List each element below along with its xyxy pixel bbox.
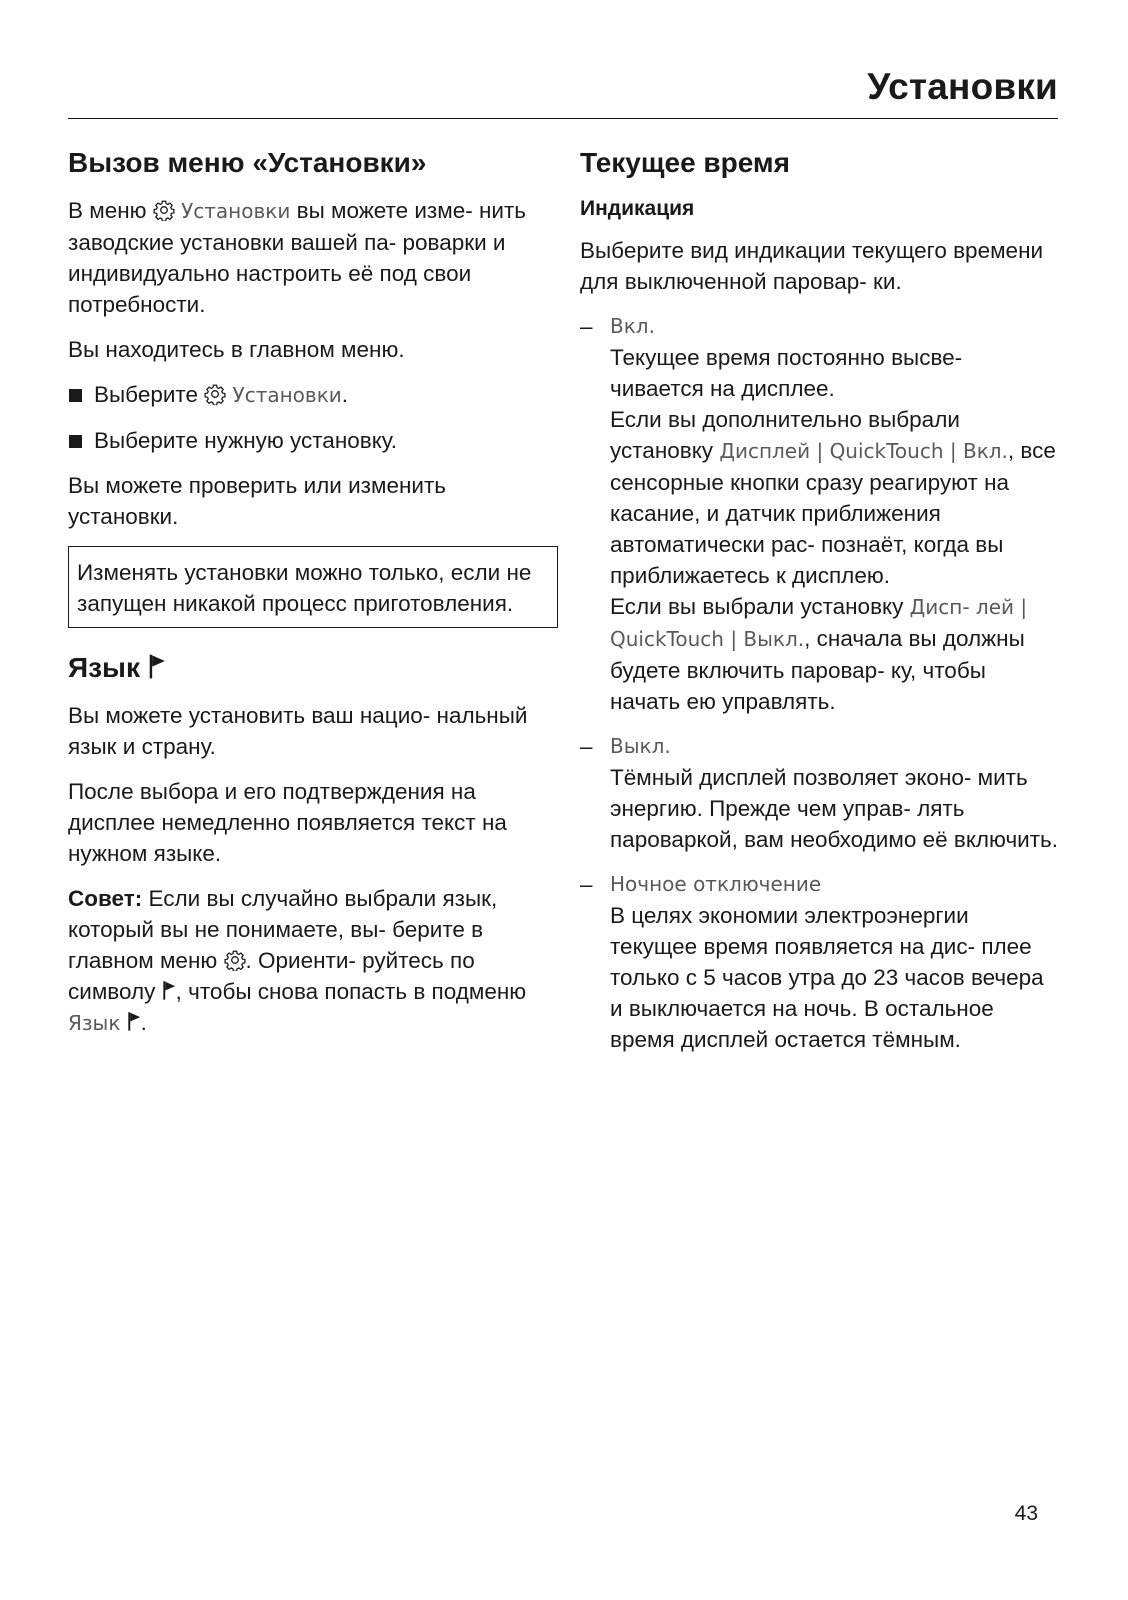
step-select-settings	[68, 379, 558, 411]
step1-period: .	[341, 382, 349, 407]
option-on-text-2-pre: Если вы дополнительно выбрали установку	[610, 407, 960, 463]
option-on-text-1: Текущее время постоянно высве- чивается на дисплее.	[610, 345, 963, 401]
language-paragraph-1: Вы можете установить ваш нацио- нальный язык и страну.	[68, 703, 528, 759]
main-menu-paragraph: Вы находитесь в главном меню.	[68, 337, 405, 362]
section-title-language	[68, 650, 558, 686]
bullet-square-icon	[69, 435, 82, 448]
dash-marker: –	[580, 734, 593, 759]
right-column	[580, 145, 1060, 1069]
dash-marker: –	[580, 314, 593, 339]
tip-label: Совет:	[68, 886, 143, 911]
step1-text: Выберите	[94, 382, 198, 407]
settings-menu-label: Установки	[181, 199, 291, 223]
note-box: Изменять установки можно только, если не запущен никакой процесс приготовления.	[68, 546, 558, 628]
option-night	[580, 869, 1060, 1055]
section-title-settings-menu: Вызов меню «Установки»	[68, 147, 427, 178]
option-on-text-3-pre: Если вы выбрали установку	[610, 594, 904, 619]
display-intro-paragraph: Выберите вид индикации текущего времени для выключенной паровар- ки.	[580, 238, 1044, 294]
check-paragraph: Вы можете проверить или изменить установки.	[68, 473, 446, 529]
step2-text: Выберите нужную установку.	[94, 428, 398, 453]
menu-path-quicktouch-off: Дисп- лей | QuickTouch | Выкл.	[610, 595, 1028, 651]
tip-text-1: Если вы случайно выбрали язык, который вы не понимаете, вы- берите в главном меню	[68, 886, 498, 973]
page-header	[68, 62, 1058, 119]
subsection-title-display: Индикация	[580, 197, 695, 220]
language-paragraph-2: После выбора и его подтверждения на дисплее немедленно появляется текст на нужном языке.	[68, 779, 507, 866]
option-on	[580, 311, 1060, 717]
option-off-label: Выкл.	[610, 734, 671, 758]
page-title: Установки	[867, 66, 1058, 107]
intro-text-pre: В меню	[68, 198, 147, 223]
tip-period: .	[140, 1010, 147, 1035]
option-night-label: Ночное отключение	[610, 872, 822, 896]
flag-icon	[162, 978, 176, 1002]
flag-icon	[148, 652, 166, 680]
settings-menu-label: Установки	[232, 383, 342, 407]
dash-marker: –	[580, 872, 593, 897]
option-off-text: Тёмный дисплей позволяет эконо- мить энергию. Прежде чем управ- лять пароваркой, вам необходимо её включить.	[610, 765, 1059, 852]
gear-icon	[153, 199, 175, 221]
option-on-text-3	[610, 591, 1060, 717]
language-title-text: Язык	[68, 652, 140, 683]
step-select-setting	[68, 425, 558, 456]
option-on-text-3-post: , сначала вы должны будете включить паровар- ку, чтобы начать ею управлять.	[610, 626, 1025, 714]
language-menu-label: Язык	[68, 1011, 121, 1035]
option-off	[580, 731, 1060, 855]
tip-text-3: , чтобы снова попасть в подменю	[175, 979, 527, 1004]
intro-text-post: вы можете изме- нить заводские установки вашей па- роварки и индивидуально настроить её под свои потребности.	[68, 198, 526, 317]
intro-paragraph	[68, 195, 558, 320]
option-on-text-2	[610, 404, 1060, 591]
tip-text-2: . Ориенти- руйтесь по символу	[68, 948, 475, 1004]
bullet-square-icon	[69, 389, 82, 402]
option-on-label: Вкл.	[610, 314, 655, 338]
gear-icon	[224, 949, 246, 971]
flag-icon	[127, 1009, 141, 1033]
page-number: 43	[1014, 1502, 1038, 1525]
menu-path-quicktouch-on: Дисплей | QuickTouch | Вкл.	[719, 439, 1008, 463]
left-column	[68, 145, 558, 1053]
gear-icon	[204, 383, 226, 405]
tip-paragraph	[68, 883, 558, 1039]
option-night-text: В целях экономии электроэнергии текущее время появляется на дис- плее только с 5 часов утра до 23 часов вечера и выключается на ночь. В остальное время дисплей остается тёмным.	[610, 903, 1044, 1052]
option-on-text-2-post: , все сенсорные кнопки сразу реагируют на касание, и датчик приближения автоматически рас- познаёт, когда вы приближаетесь к дисплею.	[610, 438, 1056, 588]
section-title-current-time: Текущее время	[580, 147, 790, 178]
